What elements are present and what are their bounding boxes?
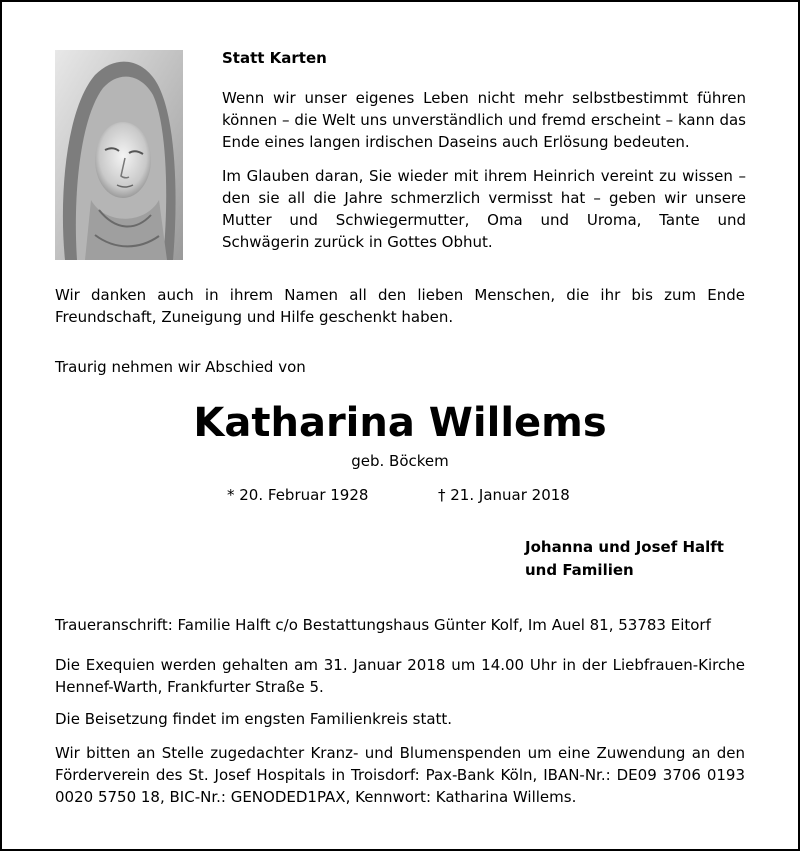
signatories-line-2: und Familien [525, 561, 634, 579]
birth-name: geb. Böckem [351, 452, 449, 470]
heading-statt-karten: Statt Karten [222, 49, 327, 67]
madonna-sculpture-photo [55, 50, 183, 260]
burial-info: Die Beisetzung findet im engsten Familienkreis statt. [55, 710, 453, 728]
intro-paragraph-2: Im Glauben daran, Sie wieder mit ihrem Heinrich vereint zu wissen – den sie all die Jahre schmerzlich vermisst hat – geben wir unsere Mutter und Schwiegermutter, Oma und Uroma, Tante und Schwägerin zurück in Gottes Obhut. [222, 167, 746, 251]
mourning-address: Traueranschrift: Familie Halft c/o Bestattungshaus Günter Kolf, Im Auel 81, 53783 Eitorf [55, 616, 711, 634]
deceased-name: Katharina Willems [193, 400, 607, 446]
donation-info: Wir bitten an Stelle zugedachter Kranz- und Blumenspenden um eine Zuwendung an den Förderverein des St. Josef Hospitals in Troisdorf: Pax-Bank Köln, IBAN-Nr.: DE09 3706 0193 0020 5750 18, BIC-Nr.: GENODED1PAX, Kennwort: Katharina Willems. [55, 744, 745, 806]
thanks-paragraph: Wir danken auch in ihrem Namen all den lieben Menschen, die ihr bis zum Ende Freundschaft, Zuneigung und Hilfe geschenkt haben. [55, 286, 745, 326]
death-date: † 21. Januar 2018 [438, 486, 570, 504]
farewell-lead: Traurig nehmen wir Abschied von [55, 358, 306, 376]
signatories-line-1: Johanna und Josef Halft [525, 538, 724, 556]
exequies-info: Die Exequien werden gehalten am 31. Januar 2018 um 14.00 Uhr in der Liebfrauen-Kirche Hennef-Warth, Frankfurter Straße 5. [55, 656, 745, 696]
intro-paragraph-1: Wenn wir unser eigenes Leben nicht mehr selbstbestimmt führen können – die Welt uns unverständlich und fremd erscheint – kann das Ende eines langen irdischen Daseins auch Erlösung bedeuten. [222, 89, 746, 151]
birth-date: * 20. Februar 1928 [227, 486, 369, 504]
